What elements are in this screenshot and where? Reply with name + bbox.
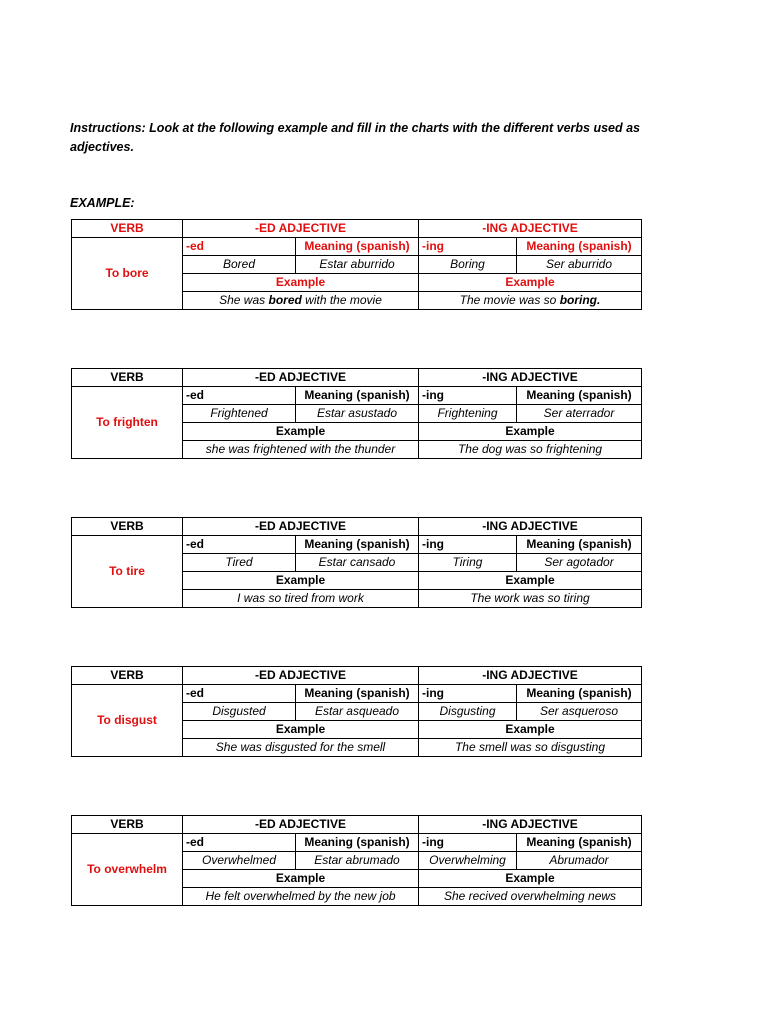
ed-word-cell: Frightened [183, 405, 296, 423]
ed-subheader: -ed [183, 238, 296, 256]
ed-word-cell: Bored [183, 256, 296, 274]
ed-meaning-cell: Estar aburrido [296, 256, 419, 274]
ing-example-cell: She recived overwhelming news [419, 888, 642, 906]
ed-meaning-cell: Estar asustado [296, 405, 419, 423]
ed-adjective-header: -ED ADJECTIVE [183, 369, 419, 387]
ed-adjective-header: -ED ADJECTIVE [183, 518, 419, 536]
ing-meaning-cell: Ser aterrador [517, 405, 642, 423]
ing-adjective-header: -ING ADJECTIVE [419, 369, 642, 387]
ing-meaning-header: Meaning (spanish) [517, 834, 642, 852]
ed-example-cell: she was frightened with the thunder [183, 441, 419, 459]
ing-word-cell: Tiring [419, 554, 517, 572]
verb-table-frighten [71, 368, 642, 459]
ing-word-cell: Frightening [419, 405, 517, 423]
ing-word-cell: Overwhelming [419, 852, 517, 870]
verb-cell: To tire [72, 536, 183, 608]
ed-example-cell: I was so tired from work [183, 590, 419, 608]
ed-example-emphasis: bored [268, 293, 302, 307]
ing-subheader: -ing [419, 685, 517, 703]
ed-example-header: Example [183, 870, 419, 888]
ed-example-header: Example [183, 572, 419, 590]
ing-subheader: -ing [419, 238, 517, 256]
ed-example-header: Example [183, 274, 419, 292]
ed-word-cell: Tired [183, 554, 296, 572]
ing-example-cell: The smell was so disgusting [419, 739, 642, 757]
ing-meaning-header: Meaning (spanish) [517, 536, 642, 554]
verb-cell: To disgust [72, 685, 183, 757]
ed-meaning-header: Meaning (spanish) [296, 685, 419, 703]
ing-example-cell: The work was so tiring [419, 590, 642, 608]
ing-example-header: Example [419, 721, 642, 739]
ed-meaning-header: Meaning (spanish) [296, 387, 419, 405]
ing-adjective-header: -ING ADJECTIVE [419, 667, 642, 685]
ed-meaning-cell: Estar asqueado [296, 703, 419, 721]
ing-adjective-header: -ING ADJECTIVE [419, 816, 642, 834]
ing-example-header: Example [419, 870, 642, 888]
ed-subheader: -ed [183, 685, 296, 703]
ed-example-cell: He felt overwhelmed by the new job [183, 888, 419, 906]
ed-example-cell: She was disgusted for the smell [183, 739, 419, 757]
verb-header: VERB [72, 369, 183, 387]
ed-meaning-header: Meaning (spanish) [296, 834, 419, 852]
ing-example-emphasis: boring. [559, 293, 601, 307]
ing-example-cell [419, 292, 642, 310]
ed-meaning-header: Meaning (spanish) [296, 536, 419, 554]
ed-example-text: She was [219, 293, 269, 307]
ing-example-cell: The dog was so frightening [419, 441, 642, 459]
verb-header: VERB [72, 667, 183, 685]
verb-table-disgust [71, 666, 642, 757]
ing-meaning-header: Meaning (spanish) [517, 387, 642, 405]
ing-example-header: Example [419, 572, 642, 590]
ed-meaning-header: Meaning (spanish) [296, 238, 419, 256]
instructions-text: Instructions: Look at the following example and fill in the charts with the different verbs used as adjectives. [70, 121, 640, 154]
ing-example-header: Example [419, 274, 642, 292]
verb-header: VERB [72, 816, 183, 834]
verb-table-overwhelm [71, 815, 642, 906]
ed-meaning-cell: Estar abrumado [296, 852, 419, 870]
verb-cell: To frighten [72, 387, 183, 459]
ing-subheader: -ing [419, 834, 517, 852]
ing-adjective-header: -ING ADJECTIVE [419, 518, 642, 536]
ed-adjective-header: -ED ADJECTIVE [183, 667, 419, 685]
ing-example-text: The movie was so [459, 293, 560, 307]
ed-subheader: -ed [183, 536, 296, 554]
ed-example-cell [183, 292, 419, 310]
ing-meaning-cell: Abrumador [517, 852, 642, 870]
ing-meaning-cell: Ser aburrido [517, 256, 642, 274]
ed-subheader: -ed [183, 834, 296, 852]
example-verb-table [71, 219, 642, 310]
ing-meaning-cell: Ser agotador [517, 554, 642, 572]
ing-word-cell: Boring [419, 256, 517, 274]
ed-example-header: Example [183, 721, 419, 739]
verb-table-tire [71, 517, 642, 608]
ed-adjective-header: -ED ADJECTIVE [183, 816, 419, 834]
ing-word-cell: Disgusting [419, 703, 517, 721]
ing-meaning-cell: Ser asqueroso [517, 703, 642, 721]
verb-cell: To overwhelm [72, 834, 183, 906]
ing-meaning-header: Meaning (spanish) [517, 238, 642, 256]
ed-adjective-header: -ED ADJECTIVE [183, 220, 419, 238]
ing-subheader: -ing [419, 387, 517, 405]
ing-adjective-header: -ING ADJECTIVE [419, 220, 642, 238]
ed-word-cell: Disgusted [183, 703, 296, 721]
ed-word-cell: Overwhelmed [183, 852, 296, 870]
ing-example-header: Example [419, 423, 642, 441]
ed-example-header: Example [183, 423, 419, 441]
example-label: EXAMPLE: [70, 196, 135, 210]
verb-header: VERB [72, 518, 183, 536]
ed-meaning-cell: Estar cansado [296, 554, 419, 572]
verb-cell: To bore [72, 238, 183, 310]
ed-subheader: -ed [183, 387, 296, 405]
ed-example-text-end: with the movie [301, 293, 382, 307]
ing-subheader: -ing [419, 536, 517, 554]
ing-meaning-header: Meaning (spanish) [517, 685, 642, 703]
verb-header: VERB [72, 220, 183, 238]
